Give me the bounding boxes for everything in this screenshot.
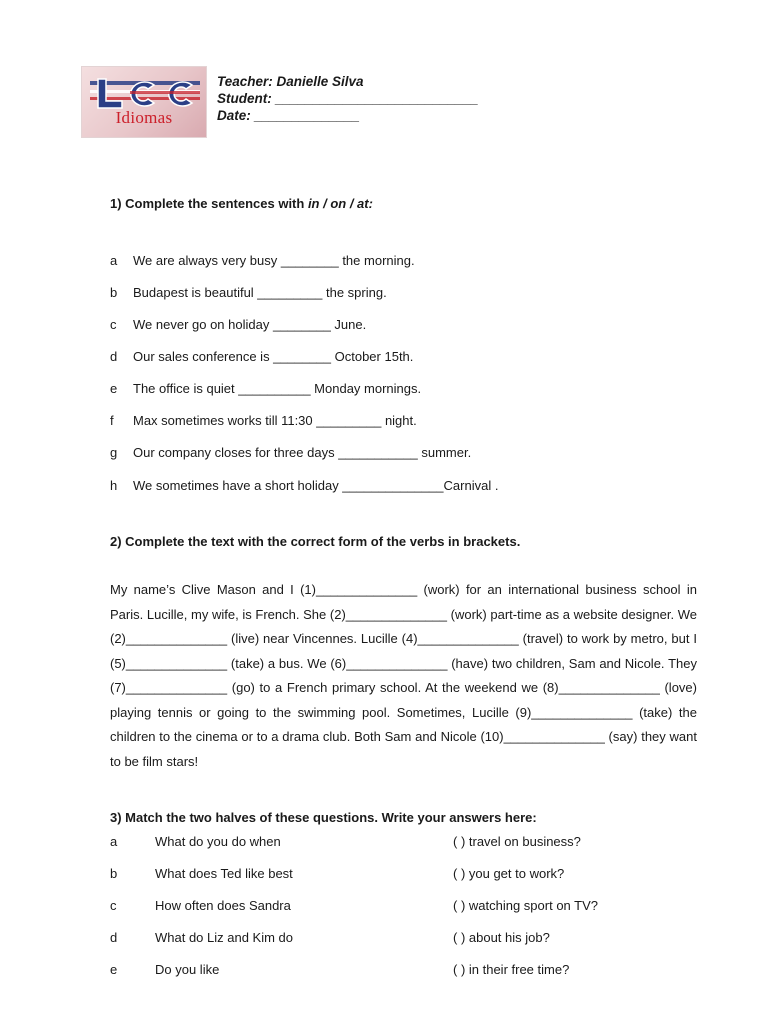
section2-title: 2) Complete the text with the correct form of the verbs in brackets. [110, 534, 521, 549]
question-stem: What do Liz and Kim do [155, 930, 294, 945]
student-line: Student: ___________________________ [217, 91, 479, 106]
item-text: Budapest is beautiful _________ the spring. [133, 285, 387, 300]
section1-title-prefix: 1) Complete the sentences with [110, 196, 308, 211]
item-letter: f [110, 413, 114, 428]
item-text: The office is quiet __________ Monday mornings. [133, 381, 422, 396]
item-text: Our company closes for three days ___________ summer. [133, 445, 472, 460]
item-letter: a [110, 253, 118, 268]
list-item [110, 381, 421, 396]
date-line: Date: ______________ [217, 108, 360, 123]
header-info [217, 73, 478, 124]
item-text: We sometimes have a short holiday ______________Carnival . [133, 478, 499, 493]
item-text: Max sometimes works till 11:30 _________ night. [133, 413, 417, 428]
question-ending: ( ) travel on business? [453, 834, 581, 849]
list-item [110, 349, 413, 364]
item-text: We are always very busy ________ the morning. [133, 253, 415, 268]
item-letter: d [110, 930, 118, 945]
item-letter: e [110, 962, 118, 977]
item-letter: g [110, 445, 118, 460]
item-letter: c [110, 898, 117, 913]
list-item [110, 413, 417, 428]
item-letter: h [110, 478, 118, 493]
item-letter: c [110, 317, 117, 332]
question-stem: What does Ted like best [155, 866, 293, 881]
school-logo [81, 66, 207, 138]
teacher-line: Teacher: Danielle Silva [217, 74, 364, 89]
section2-paragraph: My name’s Clive Mason and I (1)______________ (work) for an international business school in Paris. Lucille, my wife, is French. She (2)______________ (work) part-time as a website designer. We (2)______________ (live) near Vincennes. Lucille (4)______________ (travel) to work by metro, but I (5)______________ (take) a bus. We (6)______________ (have) two children, Sam and Nicole. They (7)______________ (go) to a French primary school. At the weekend we (8)______________ (love) playing tennis or going to the swimming pool. Sometimes, Lucille (9)______________ (take) the children to the cinema or to a drama club. Both Sam and Nicole (10)______________ (say) they want to be film stars! [110, 582, 697, 769]
item-text: Our sales conference is ________ October 15th. [133, 349, 414, 364]
list-item [110, 317, 366, 332]
section1-title-italic: in / on / at: [307, 196, 373, 211]
section1-title [110, 196, 373, 211]
list-item [110, 285, 387, 300]
section3-title: 3) Match the two halves of these questions. Write your answers here: [110, 810, 537, 825]
list-item [110, 478, 498, 493]
question-ending: ( ) watching sport on TV? [453, 898, 598, 913]
question-stem: What do you do when [155, 834, 281, 849]
item-letter: a [110, 834, 118, 849]
item-letter: d [110, 349, 118, 364]
question-stem: Do you like [155, 962, 220, 977]
question-ending: ( ) you get to work? [453, 866, 565, 881]
item-letter: b [110, 866, 118, 881]
list-item [110, 253, 415, 268]
logo-subtext: Idiomas [115, 108, 173, 127]
list-item [110, 445, 471, 460]
item-letter: e [110, 381, 118, 396]
question-ending: ( ) about his job? [453, 930, 550, 945]
item-letter: b [110, 285, 118, 300]
item-text: We never go on holiday ________ June. [133, 317, 367, 332]
question-ending: ( ) in their free time? [453, 962, 570, 977]
question-stem: How often does Sandra [155, 898, 291, 913]
